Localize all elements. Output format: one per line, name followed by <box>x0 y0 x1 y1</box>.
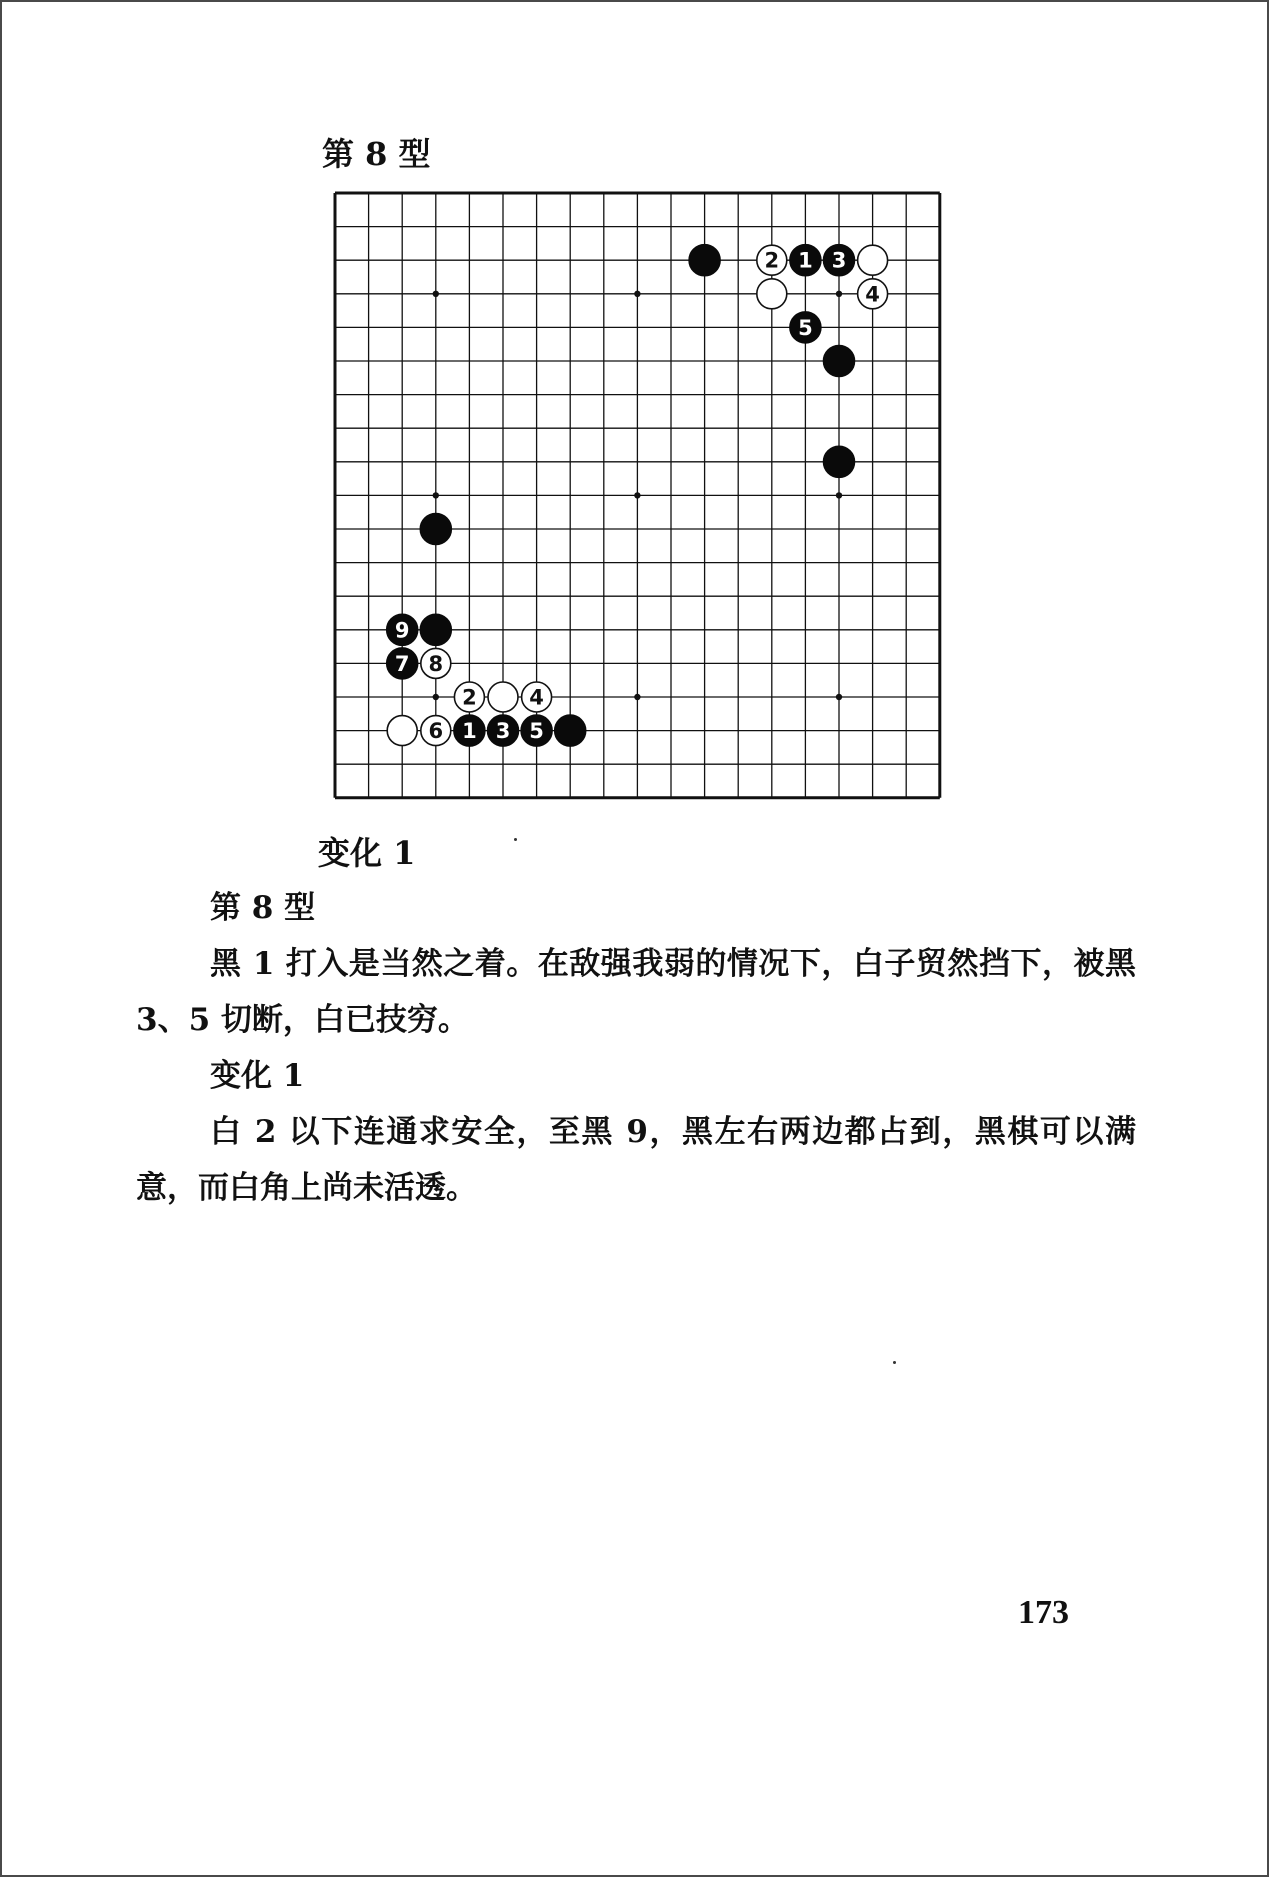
stone-move-number: 7 <box>394 651 410 676</box>
black-stone-disc <box>689 244 721 276</box>
black-stone-disc <box>554 715 586 747</box>
black-stone <box>689 244 721 276</box>
black-stone-1 <box>454 715 486 747</box>
stone-move-number: 4 <box>529 685 544 710</box>
white-stone-disc <box>387 716 417 746</box>
go-board <box>324 182 954 806</box>
stone-move-number: 5 <box>529 719 544 744</box>
stone-move-number: 5 <box>798 315 813 340</box>
black-stone-disc <box>823 446 855 478</box>
white-stone-disc <box>488 682 518 712</box>
scan-speck <box>893 1361 896 1364</box>
black-stone-disc <box>420 614 452 646</box>
paragraph-variation-1: 白 2 以下连通求安全，至黑 9，黑左右两边都占到，黑棋可以满意，而白角上尚未活透。 <box>136 1114 1136 1206</box>
black-stone <box>420 513 452 545</box>
stone-move-number: 1 <box>462 719 477 744</box>
black-stone <box>554 715 586 747</box>
stone-move-number: 2 <box>462 685 477 710</box>
black-stone-5 <box>790 312 822 344</box>
go-board-svg <box>324 182 954 802</box>
white-stone <box>757 279 787 309</box>
stone-move-number: 9 <box>394 618 410 643</box>
black-stone-7 <box>386 648 418 680</box>
black-stone-disc <box>420 513 452 545</box>
page-number: 173 <box>1018 1594 1069 1631</box>
black-stone-5 <box>521 715 553 747</box>
white-stone <box>858 245 888 275</box>
diagram-title: 第 8 型 <box>322 135 431 173</box>
commentary <box>136 880 1136 1216</box>
white-stone-disc <box>757 279 787 309</box>
star-point <box>836 694 842 700</box>
black-stone-3 <box>487 715 519 747</box>
black-stone-9 <box>386 614 418 646</box>
white-stone-4 <box>522 682 552 712</box>
stone-move-number: 3 <box>831 248 847 273</box>
white-stone-2 <box>757 245 787 275</box>
white-stone-6 <box>421 716 451 746</box>
black-stone <box>420 614 452 646</box>
white-stone <box>387 716 417 746</box>
stone-move-number: 6 <box>428 719 444 744</box>
star-point <box>634 492 640 498</box>
black-stone <box>823 345 855 377</box>
star-point <box>433 291 439 297</box>
white-stone-8 <box>421 648 451 678</box>
paragraph-type-8: 黑 1 打入是当然之着。在敌强我弱的情况下，白子贸然挡下，被黑 3、5 切断，白已技穷。 <box>136 946 1136 1038</box>
star-point <box>836 291 842 297</box>
black-stone-3 <box>823 244 855 276</box>
star-point <box>836 492 842 498</box>
star-point <box>433 694 439 700</box>
white-stone <box>488 682 518 712</box>
white-stone-4 <box>858 279 888 309</box>
heading-variation-1: 变化 1 <box>210 1058 305 1094</box>
variation-caption: 变化 1 <box>318 834 416 872</box>
stone-move-number: 8 <box>428 651 444 676</box>
black-stone-1 <box>790 244 822 276</box>
stone-move-number: 2 <box>764 248 780 273</box>
stone-move-number: 1 <box>798 248 813 273</box>
star-point <box>634 694 640 700</box>
black-stone <box>823 446 855 478</box>
stone-move-number: 3 <box>495 719 511 744</box>
white-stone-2 <box>454 682 484 712</box>
scan-speck <box>514 838 517 841</box>
stone-move-number: 4 <box>865 282 880 307</box>
white-stone-disc <box>858 245 888 275</box>
star-point <box>433 492 439 498</box>
black-stone-disc <box>823 345 855 377</box>
heading-type-8: 第 8 型 <box>210 890 316 926</box>
star-point <box>634 291 640 297</box>
